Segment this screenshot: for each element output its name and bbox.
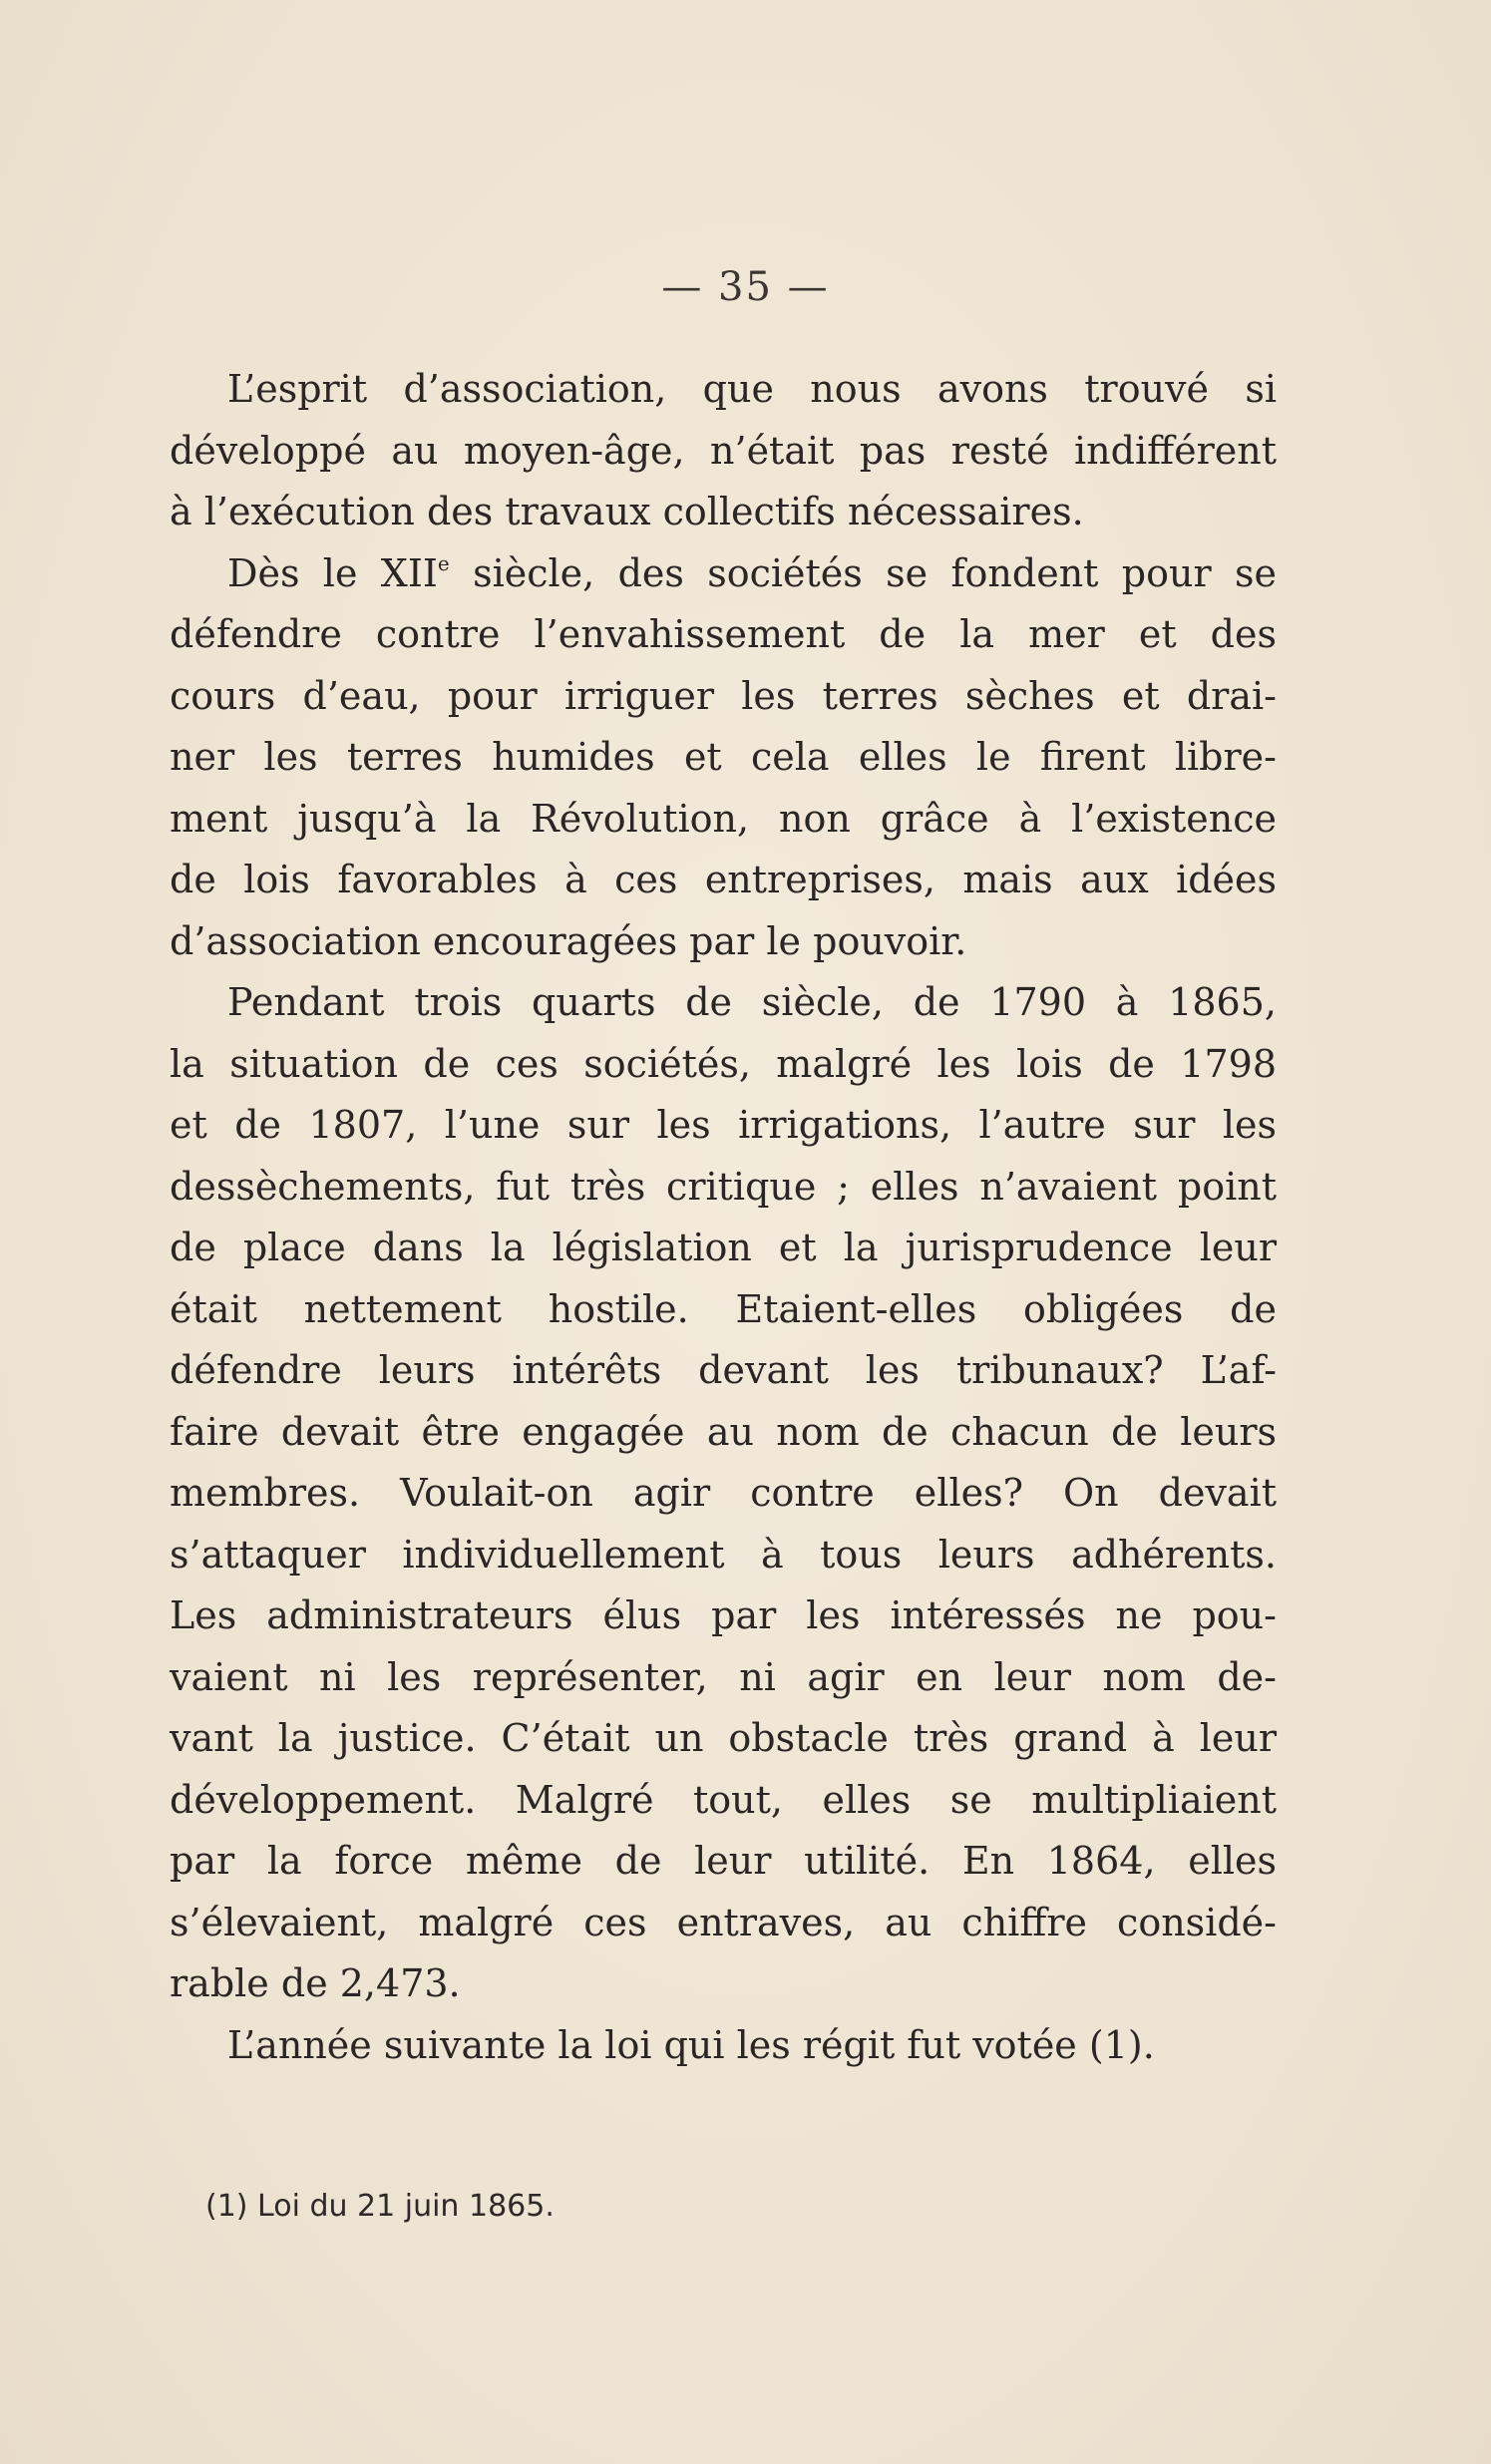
- text-line: rable de 2,473.: [170, 1961, 461, 2005]
- superscript: e: [437, 550, 450, 575]
- text-line: ner les terres humides et cela elles le firent libre-: [170, 735, 1277, 779]
- text-span: Dès le XII: [227, 550, 438, 595]
- footnote: (1) Loi du 21 juin 1865.: [205, 2189, 555, 2224]
- text-line: développement. Malgré tout, elles se multipliaient: [170, 1777, 1277, 1822]
- text-line: d’association encouragées par le pouvoir.: [170, 918, 967, 963]
- text-line: vant la justice. C’était un obstacle très grand à leur: [170, 1716, 1277, 1760]
- text-line: à l’exécution des travaux collectifs nécessaires.: [170, 490, 1084, 533]
- text-line: et de 1807, l’une sur les irrigations, l’autre sur les: [170, 1103, 1277, 1147]
- text-line: vaient ni les représenter, ni agir en leur nom de-: [170, 1654, 1277, 1699]
- text-line: Les administrateurs élus par les intéressés ne pou-: [170, 1593, 1277, 1637]
- body-text: [170, 359, 1277, 2076]
- text-line: membres. Voulait-on agir contre elles? On devait: [170, 1471, 1277, 1515]
- text-line: développé au moyen-âge, n’était pas resté indifférent: [170, 428, 1277, 473]
- text-line: [170, 543, 1277, 605]
- text-line: Pendant trois quarts de siècle, de 1790 à 1865,: [227, 980, 1277, 1024]
- text-line: s’élevaient, malgré ces entraves, au chiffre considé-: [170, 1900, 1277, 1944]
- text-line: la situation de ces sociétés, malgré les lois de 1798: [170, 1041, 1277, 1086]
- text-line: dessèchements, fut très critique ; elles n’avaient point: [170, 1164, 1277, 1209]
- text-line: défendre contre l’envahissement de la mer et des: [170, 612, 1277, 656]
- text-span: siècle, des sociétés se fondent pour se: [449, 550, 1277, 595]
- page-number: — 35 —: [661, 264, 830, 310]
- text-line: s’attaquer individuellement à tous leurs adhérents.: [170, 1532, 1277, 1577]
- text-line: de lois favorables à ces entreprises, mais aux idées: [170, 858, 1277, 901]
- text-line: par la force même de leur utilité. En 1864, elles: [170, 1839, 1277, 1883]
- text-line: défendre leurs intérêts devant les tribunaux? L’af-: [170, 1348, 1277, 1392]
- text-line: ment jusqu’à la Révolution, non grâce à l’existence: [170, 796, 1277, 841]
- text-line: L’esprit d’association, que nous avons trouvé si: [227, 367, 1277, 411]
- text-line: faire devait être engagée au nom de chacun de leurs: [170, 1409, 1277, 1454]
- text-line: de place dans la législation et la jurisprudence leur: [170, 1226, 1277, 1269]
- text-line: L’année suivante la loi qui les régit fut votée (1).: [227, 2022, 1155, 2067]
- text-line: était nettement hostile. Etaient-elles obligées de: [170, 1286, 1277, 1331]
- text-line: cours d’eau, pour irriguer les terres sèches et drai-: [170, 673, 1277, 718]
